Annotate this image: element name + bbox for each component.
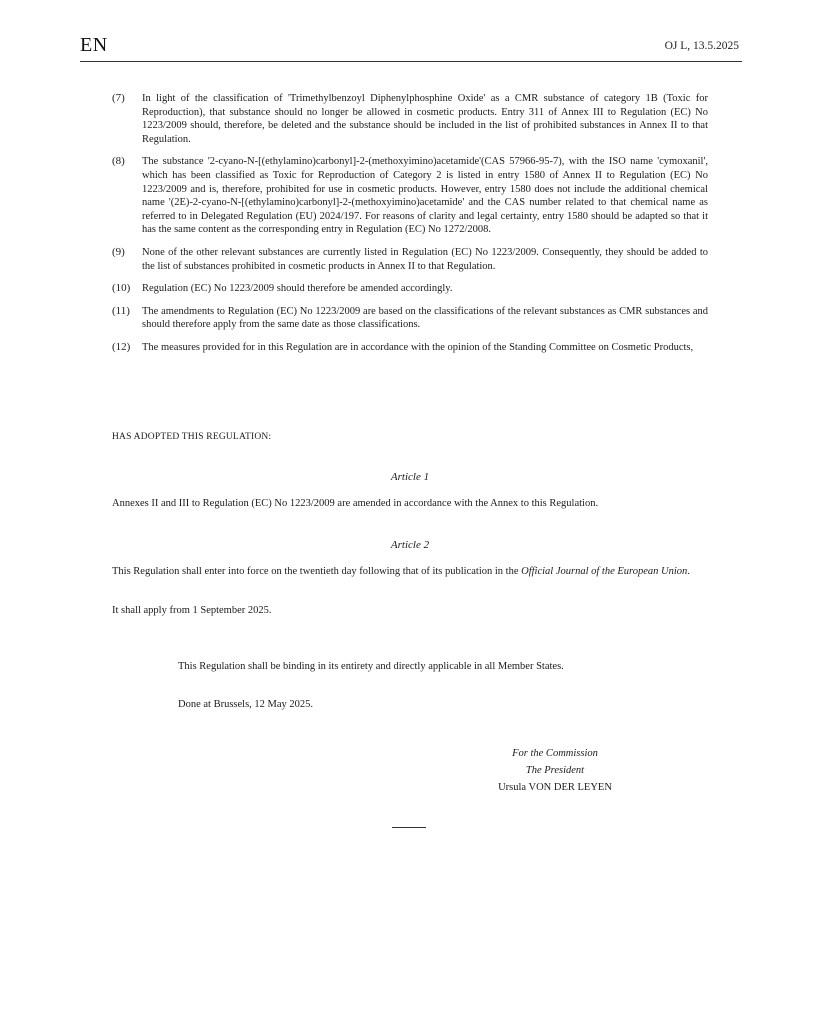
recital-item [112, 282, 708, 296]
recital-text: The substance '2-cyano-N-[(ethylamino)carbonyl]-2-(methoxyimino)acetamide'(CAS 57966-95-7), with the ISO name 'cymoxanil', which has been classified as Toxic for Reproduction of Category 2 is listed in entry 1580 of Annex II to Regulation (EC) No 1223/2009 and is, therefore, prohibited for use in cosmetic products. However, entry 1580 does not include the additional chemical name '(2E)-2-cyano-N-[(ethylamino)carbonyl]-2-(methoxyimino)acetamide' and the CAS number related to that chemical name as referred to in Delegated Regulation (EU) 2024/197. For reasons of clarity and legal certainty, entry 1580 should be adapted so that it has the same content as the corresponding entry in Regulation (EC) No 1272/2008. [142, 156, 708, 236]
recital-text: Regulation (EC) No 1223/2009 should therefore be amended accordingly. [142, 283, 453, 295]
recital-number: (8) [112, 155, 125, 168]
recital-item [112, 341, 708, 355]
recital-item [112, 92, 708, 146]
article-2-text-end: . [687, 566, 690, 577]
recital-number: (10) [112, 282, 131, 295]
recital-text: The amendments to Regulation (EC) No 1223/2009 are based on the classifications of the relevant substances as CMR substances and should therefore apply from the same date as those classifications. [142, 305, 708, 331]
journal-reference: OJ L, 13.5.2025 [664, 40, 739, 52]
article-2-title: Article 2 [390, 539, 430, 551]
recital-item [112, 305, 708, 332]
end-divider [392, 827, 426, 828]
done-at-statement: Done at Brussels, 12 May 2025. [178, 699, 314, 710]
signatory-body: For the Commission [512, 748, 598, 759]
article-2-text-start: This Regulation shall enter into force on the twentieth day following that of its publication in the [112, 566, 522, 577]
recital-number: (11) [112, 304, 130, 317]
recital-item [112, 246, 708, 273]
journal-name: Official Journal of the European Union [521, 566, 688, 577]
recital-number: (9) [112, 245, 125, 258]
recitals-list [112, 92, 708, 364]
signature-block [480, 745, 630, 796]
recital-item [112, 155, 708, 237]
header-divider [80, 61, 742, 62]
article-1-title: Article 1 [390, 471, 430, 483]
article-2-text [112, 565, 708, 579]
article-1-text: Annexes II and III to Regulation (EC) No 1223/2009 are amended in accordance with the Annex to this Regulation. [112, 498, 599, 509]
recital-number: (12) [112, 340, 131, 353]
language-code: EN [80, 34, 108, 56]
signatory-name: Ursula VON DER LEYEN [498, 782, 612, 793]
binding-statement: This Regulation shall be binding in its entirety and directly applicable in all Member States. [178, 661, 564, 672]
adoption-statement: HAS ADOPTED THIS REGULATION: [112, 432, 272, 442]
application-date: It shall apply from 1 September 2025. [112, 605, 272, 616]
recital-text: In light of the classification of 'Trimethylbenzoyl Diphenylphosphine Oxide' as a CMR substance of category 1B (Toxic for Reproduction), that substance should no longer be allowed in cosmetic products. Entry 311 of Annex III to Regulation (EC) No 1223/2009 should, therefore, be deleted and the substance should be included in the list of prohibited substances in Annex II to that Regulation. [142, 93, 708, 145]
recital-text: The measures provided for in this Regulation are in accordance with the opinion of the Standing Committee on Cosmetic Products, [142, 341, 694, 353]
recital-text: None of the other relevant substances are currently listed in Regulation (EC) No 1223/2009. Consequently, they should be added to the list of substances prohibited in cosmetic products in Annex II to that Regulation. [142, 246, 708, 272]
recital-number: (7) [112, 92, 125, 104]
signatory-title: The President [525, 765, 585, 776]
